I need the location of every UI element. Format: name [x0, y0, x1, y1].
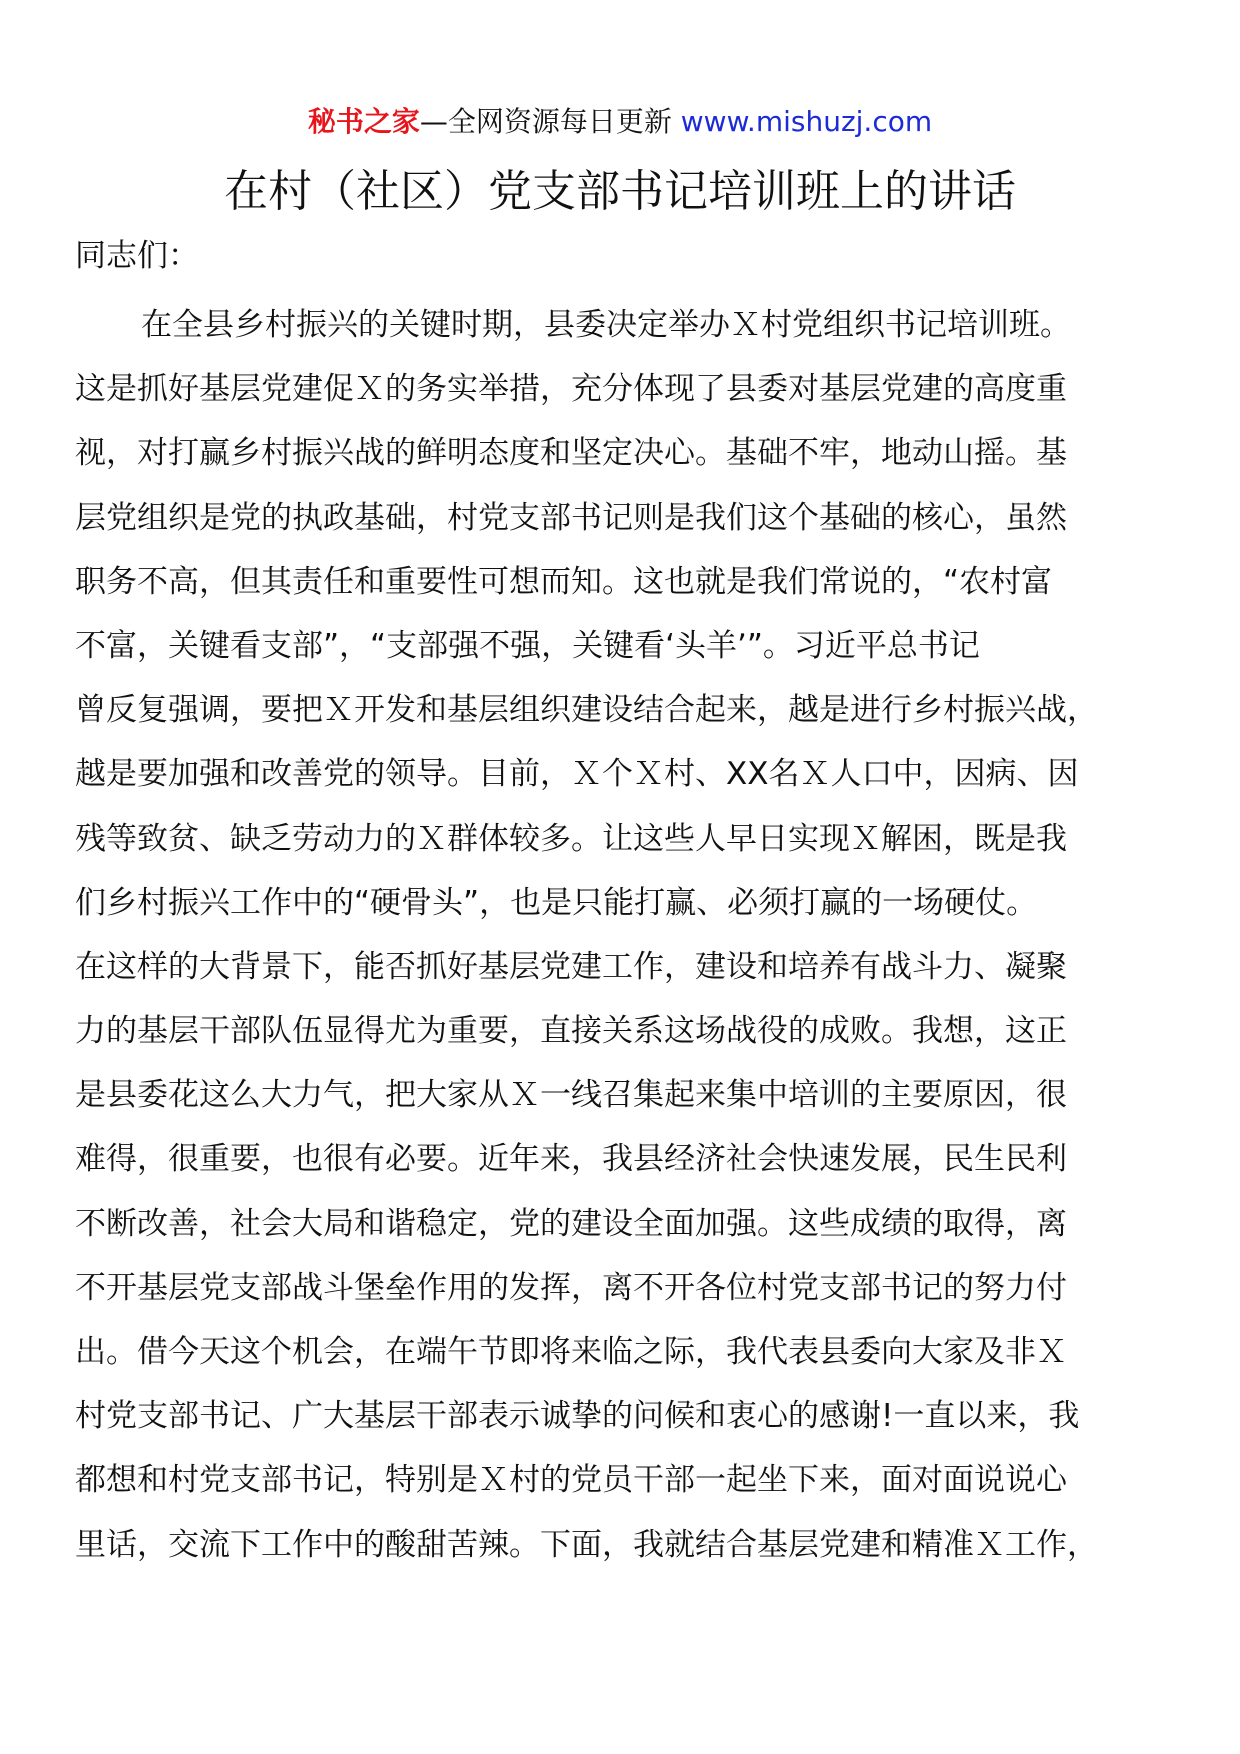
paragraph-line: 层党组织是党的执政基础，村党支部书记则是我们这个基础的核心，虽然: [75, 499, 1067, 536]
site-url-link[interactable]: www.mishuzj.com: [680, 105, 933, 138]
paragraph-line: 在这样的大背景下，能否抓好基层党建工作，建设和培养有战斗力、凝聚: [75, 948, 1067, 985]
paragraph-line: 越是要加强和改善党的领导。目前，Ｘ个Ｘ村、XX名Ｘ人口中，因病、因: [75, 756, 1079, 793]
paragraph-line: 力的基层干部队伍显得尤为重要，直接关系这场战役的成败。我想，这正: [75, 1013, 1067, 1050]
paragraph-line: 都想和村党支部书记，特别是Ｘ村的党员干部一起坐下来，面对面说说心: [75, 1462, 1067, 1499]
paragraph-line: 村党支部书记、广大基层干部表示诚挚的问候和衷心的感谢!一直以来，我: [75, 1398, 1080, 1435]
paragraph-line: 是县委花这么大力气，把大家从Ｘ一线召集起来集中培训的主要原因，很: [75, 1077, 1067, 1114]
paragraph-line: 们乡村振兴工作中的“硬骨头”，也是只能打赢、必须打赢的一场硬仗。: [75, 884, 1038, 921]
paragraph-line: 这是抓好基层党建促Ｘ的务实举措，充分体现了县委对基层党建的高度重: [75, 371, 1067, 408]
header-tagline: —全网资源每日更新: [419, 105, 681, 138]
body-paragraph: [75, 293, 1175, 1577]
paragraph-line: 不富，关键看支部”，“支部强不强，关键看‘头羊’”。习近平总书记: [75, 627, 980, 664]
paragraph-line: 残等致贫、缺乏劳动力的Ｘ群体较多。让这些人早日实现Ｘ解困，既是我: [75, 820, 1067, 857]
paragraph-line: 职务不高，但其责任和重要性可想而知。这也就是我们常说的，“农村富: [75, 563, 1053, 600]
paragraph-line: 曾反复强调，要把Ｘ开发和基层组织建设结合起来，越是进行乡村振兴战，: [75, 692, 1098, 729]
salutation: 同志们：: [75, 238, 199, 274]
site-header: [0, 102, 1240, 142]
paragraph-line: 不开基层党支部战斗堡垒作用的发挥，离不开各位村党支部书记的努力付: [75, 1269, 1067, 1306]
paragraph-line: 出。借今天这个机会，在端午节即将来临之际，我代表县委向大家及非Ｘ: [75, 1334, 1067, 1370]
paragraph-line: 在全县乡村振兴的关键时期，县委决定举办Ｘ村党组织书记培训班。: [141, 307, 1071, 343]
document-title: 在村（社区）党支部书记培训班上的讲话: [224, 166, 1016, 217]
paragraph-line: 里话，交流下工作中的酸甜苦辣。下面，我就结合基层党建和精准Ｘ工作，: [75, 1526, 1098, 1563]
paragraph-line: 视，对打赢乡村振兴战的鲜明态度和坚定决心。基础不牢，地动山摇。基: [75, 435, 1067, 472]
paragraph-line: 不断改善，社会大局和谐稳定，党的建设全面加强。这些成绩的取得，离: [75, 1205, 1067, 1242]
brand-name: 秘书之家: [307, 105, 420, 138]
paragraph-line: 难得，很重要，也很有必要。近年来，我县经济社会快速发展，民生民利: [75, 1141, 1067, 1178]
